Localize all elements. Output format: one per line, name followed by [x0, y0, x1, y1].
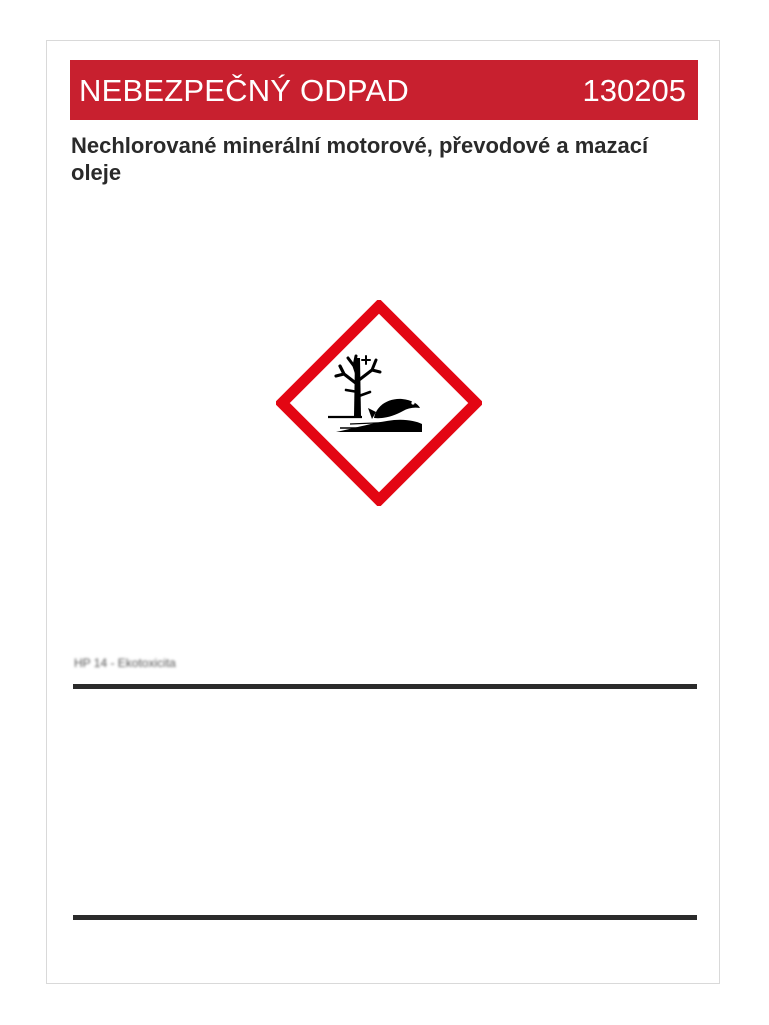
bottom-divider: [73, 915, 697, 920]
header-bar: [70, 60, 698, 120]
waste-code: 130205: [582, 72, 686, 108]
environment-hazard-icon: [276, 300, 482, 506]
label-title: NEBEZPEČNÝ ODPAD: [79, 72, 409, 108]
hazard-property-text: HP 14 - Ekotoxicita: [74, 656, 176, 670]
top-divider: [73, 684, 697, 689]
waste-name: Nechlorované minerální motorové, převodové a mazací oleje: [71, 133, 649, 185]
